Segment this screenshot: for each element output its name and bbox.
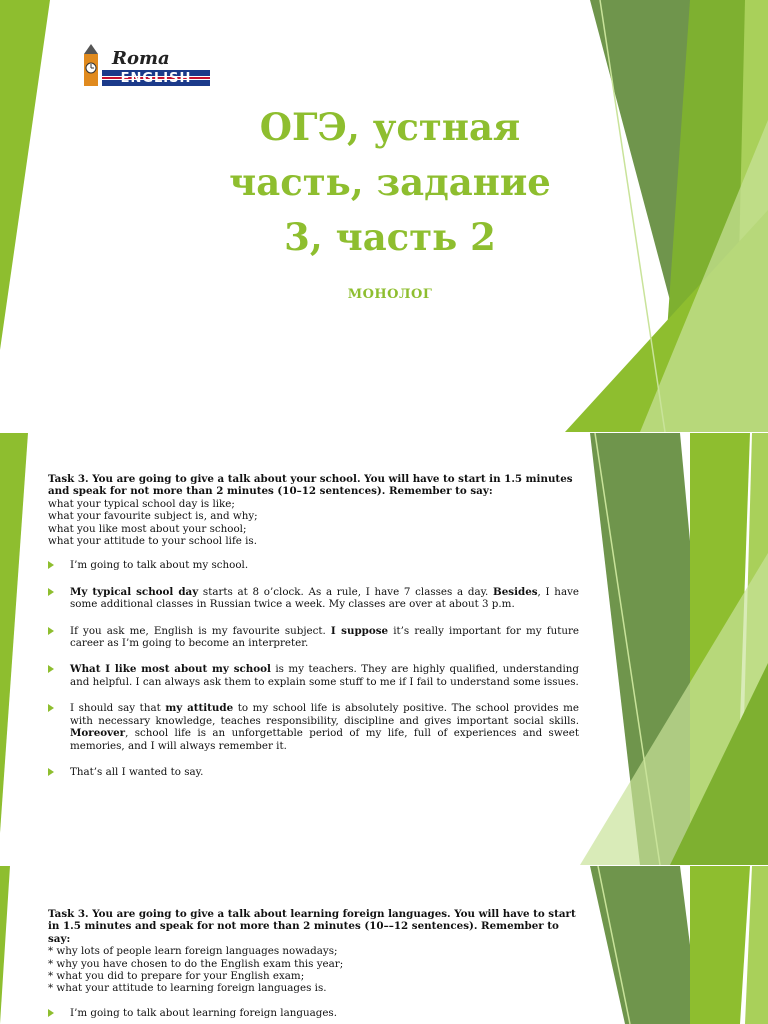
title-line: ОГЭ, устная <box>259 105 521 149</box>
arrow-bullet-icon <box>48 704 54 712</box>
list-item: I’m going to talk about my school. <box>48 559 579 571</box>
task-block <box>48 908 579 1024</box>
slide-school-monologue <box>0 433 768 865</box>
requirement-line: what your typical school day is like; <box>48 497 235 510</box>
slide-languages-monologue <box>0 866 768 1024</box>
requirement-line: what you like most about your school; <box>48 522 247 535</box>
arrow-bullet-icon <box>48 588 54 596</box>
list-item: If you ask me, English is my favourite subject. I suppose it’s really important for my future career as I’m going to become an interpreter. <box>48 625 579 650</box>
list-item: That’s all I wanted to say. <box>48 766 579 778</box>
requirement-line: what your attitude to your school life is. <box>48 535 257 548</box>
requirement-line: * what your attitude to learning foreign languages is. <box>48 982 327 995</box>
title-line: часть, задание <box>229 160 551 204</box>
logo-line1: Roma <box>112 48 170 69</box>
requirement-line: * what you did to prepare for your English exam; <box>48 970 305 983</box>
list-item: I should say that my attitude to my school life is absolutely positive. The school provides me with necessary knowledge, teaches responsibility, discipline and gives important social skills. Moreover, school life is an unforgettable period of my life, full of experiences and sweet memories, and I will always remember it. <box>48 702 579 752</box>
task-heading: Task 3. You are going to give a talk about learning foreign languages. You will have to start in 1.5 minutes and speak for not more than 2 minutes (10––12 sentences). Remember to say: <box>48 908 576 945</box>
list-item: My typical school day starts at 8 o’clock. As a rule, I have 7 classes a day. Besides, I have some additional classes in Russian twice a week. My classes are over at about 3 p.m. <box>48 586 579 611</box>
list-item: I’m going to talk about learning foreign languages. <box>48 1007 579 1019</box>
requirement-line: * why lots of people learn foreign languages nowadays; <box>48 945 338 958</box>
logo-line2: ENGLISH <box>120 71 192 86</box>
requirement-line: * why you have chosen to do the English exam this year; <box>48 957 344 970</box>
arrow-bullet-icon <box>48 768 54 776</box>
arrow-bullet-icon <box>48 665 54 673</box>
list-item: What I like most about my school is my teachers. They are highly qualified, understanding and helpful. I can always ask them to explain some stuff to me if I fail to understand some issues. <box>48 663 579 688</box>
bullet-list <box>48 1007 579 1019</box>
arrow-bullet-icon <box>48 627 54 635</box>
requirement-line: what your favourite subject is, and why; <box>48 510 258 523</box>
title-line: 3, часть 2 <box>284 215 496 259</box>
arrow-bullet-icon <box>48 561 54 569</box>
task-block <box>48 473 579 792</box>
roma-english-logo <box>80 44 220 92</box>
page-title <box>200 100 580 265</box>
task-heading: Task 3. You are going to give a talk about your school. You will have to start in 1.5 minutes and speak for not more than 2 minutes (10–12 sentences). Remember to say: <box>48 473 573 498</box>
slide-title <box>0 0 768 432</box>
bullet-list <box>48 559 579 778</box>
page-subtitle: МОНОЛОГ <box>347 287 433 302</box>
arrow-bullet-icon <box>48 1009 54 1017</box>
